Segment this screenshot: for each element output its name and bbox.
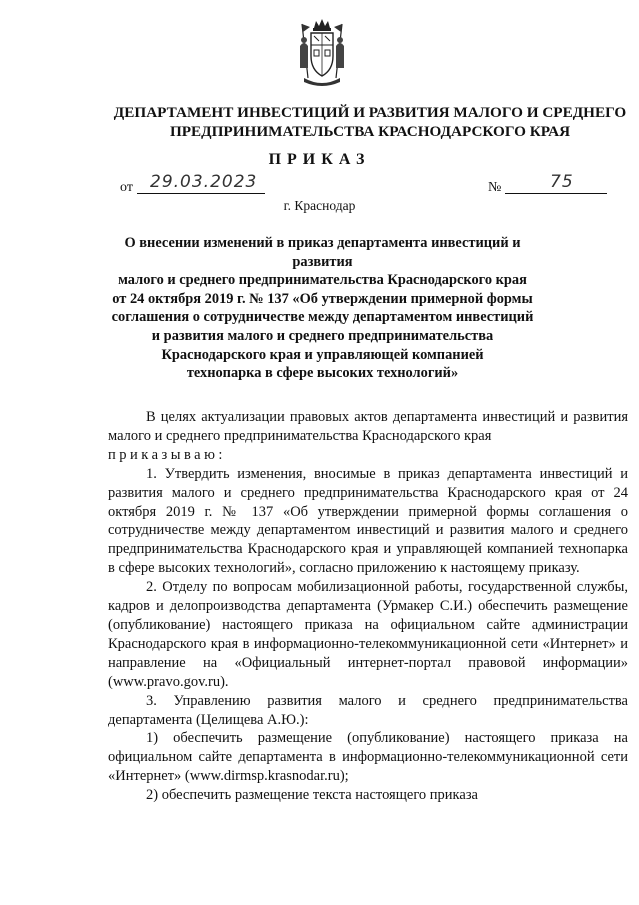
- title-line: малого и среднего предпринимательства Краснодарского края: [118, 272, 527, 289]
- intro-paragraph: [108, 408, 628, 446]
- orders-line: [108, 446, 628, 465]
- document-body: [108, 408, 628, 805]
- order-title: [100, 234, 545, 383]
- city: г. Краснодар: [283, 198, 356, 213]
- intro-text: В целях актуализации правовых актов департамента инвестиций и развития малого и среднего предпринимательства Краснодарского края: [108, 409, 628, 444]
- title-line: О внесении изменений в приказ департамента инвестиций и развития: [124, 235, 521, 270]
- paragraph-3: 3. Управлению развития малого и среднего предпринимательства департамента (Целищева А.Ю.):: [108, 692, 628, 728]
- header-line-1: ДЕПАРТАМЕНТ ИНВЕСТИЦИЙ И РАЗВИТИЯ МАЛОГО И СРЕДНЕГО: [113, 104, 627, 121]
- krasnodar-coat-of-arms-icon: [296, 18, 348, 90]
- handwritten-date: 29.03.2023: [150, 172, 258, 192]
- handwritten-number: 75: [550, 172, 574, 192]
- title-line: технопарка в сфере высоких технологий»: [186, 365, 459, 382]
- header-line-2: ПРЕДПРИНИМАТЕЛЬСТВА КРАСНОДАРСКОГО КРАЯ: [169, 123, 571, 140]
- department-header: [110, 103, 630, 141]
- date-label: от: [120, 180, 133, 195]
- order-heading: ПРИКАЗ: [268, 151, 371, 168]
- paragraph-3-1: 1) обеспечить размещение (опубликование) настоящего приказа на официальном сайте департамента в информационно-телекоммуникационной сети «Интернет» (www.dirmsp.krasnodar.ru);: [108, 730, 628, 785]
- paragraph-3-2: 2) обеспечить размещение текста настоящего приказа: [146, 787, 478, 804]
- title-line: и развития малого и среднего предпринимательства: [151, 327, 494, 344]
- title-line: от 24 октября 2019 г. № 137 «Об утверждении примерной формы: [112, 290, 533, 307]
- paragraph-1: 1. Утвердить изменения, вносимые в приказ департамента инвестиций и развития малого и среднего предпринимательства Краснодарского края от 24 октября 2019 г. № 137 «Об утверждении примерной формы соглашения о сотрудничестве между департаментом инвестиций и развития малого и среднего предпринимательства Краснодарского края и управляющей компанией технопарка в сфере высоких технологий», согласно приложению к настоящему приказу.: [108, 465, 628, 577]
- title-line: соглашения о сотрудничестве между департаментом инвестиций: [111, 309, 534, 326]
- date-field: [137, 173, 265, 194]
- number-label: №: [488, 180, 502, 195]
- paragraph-2: 2. Отделу по вопросам мобилизационной работы, государственной службы, кадров и делопроизводства департамента (Урмакер С.И.) обеспечить размещение (опубликование) настоящего приказа на официальном сайте администрации Краснодарского края в информационно-телекоммуникационной сети «Интернет» и направление на «Официальный интернет-портал правовой информации» (www.pravo.gov.ru).: [108, 579, 628, 690]
- title-line: Краснодарского края и управляющей компанией: [161, 346, 484, 363]
- orders-word: приказываю:: [108, 446, 226, 463]
- number-field: [505, 173, 607, 194]
